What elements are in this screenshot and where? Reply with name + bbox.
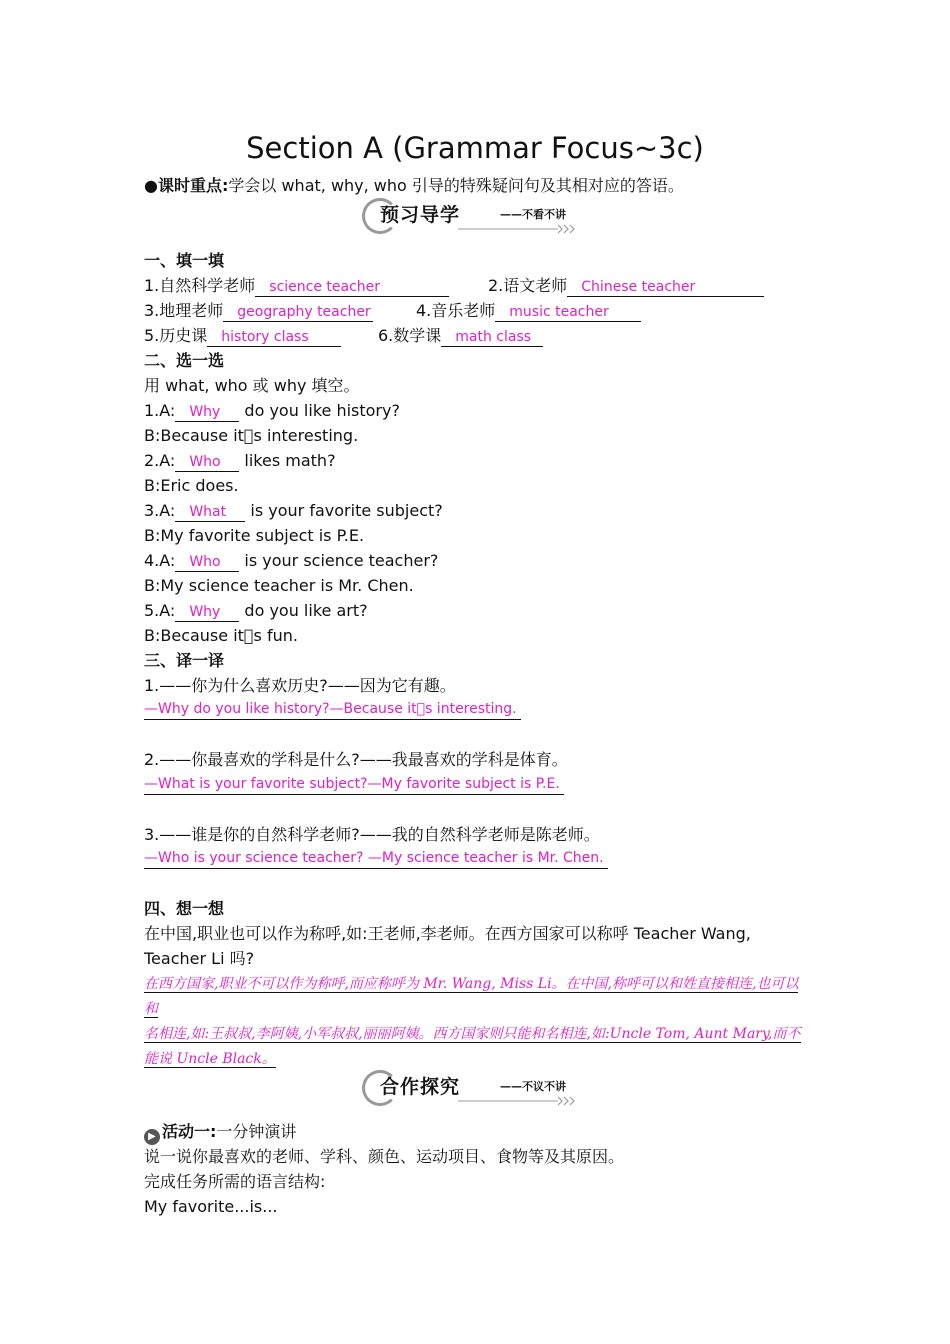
answer-blank: science teacher (255, 278, 449, 297)
banner-title: 合作探究 (380, 1076, 461, 1098)
fill-item-6: 6.数学课 math class (378, 325, 543, 347)
choose-reply-1: B:Because it s interesting. (144, 426, 359, 445)
banner-title: 预习导学 (380, 204, 461, 226)
focus-label: ●课时重点: (144, 176, 229, 195)
choose-question-5: 5.A: Why do you like art? (144, 601, 368, 620)
choose-question-2: 2.A: Who likes math? (144, 451, 336, 470)
part1-heading: 一、填一填 (144, 251, 225, 270)
part3-heading: 三、译一译 (144, 651, 225, 670)
answer-blank: What (175, 503, 245, 522)
think-answer (144, 972, 808, 1072)
fill-item-3: 3.地理老师 geography teacher (144, 300, 373, 322)
section-banner-cooperate (362, 1068, 592, 1108)
choose-reply-2: B:Eric does. (144, 476, 239, 495)
think-question-line1: 在中国,职业也可以作为称呼,如:王老师,李老师。在西方国家可以称呼 Teacher Wang, (144, 924, 751, 943)
answer-blank: Who (175, 453, 239, 472)
translate-prompt-1: 1.——你为什么喜欢历史?——因为它有趣。 (144, 676, 456, 695)
fill-item-4: 4.音乐老师 music teacher (416, 300, 641, 322)
translate-prompt-3: 3.——谁是你的自然科学老师?——我的自然科学老师是陈老师。 (144, 825, 600, 844)
play-arrow-icon: ▶ (144, 1129, 160, 1145)
answer-blank: Why (175, 603, 239, 622)
banner-arrows-icon (458, 1096, 578, 1106)
answer-blank: Who (175, 553, 239, 572)
lesson-focus (144, 175, 684, 197)
answer-blank: Why (175, 403, 239, 422)
translate-prompt-2: 2.——你最喜欢的学科是什么?——我最喜欢的学科是体育。 (144, 750, 568, 769)
banner-tag: ——不看不讲 (500, 208, 566, 221)
translate-answer-1: —Why do you like history?—Because it s interesting. (144, 699, 521, 720)
banner-tag: ——不议不讲 (500, 1080, 566, 1093)
activity1-heading: ▶ 活动一:一分钟演讲 (144, 1121, 296, 1145)
think-question-line2: Teacher Li 吗? (144, 949, 255, 968)
think-answer-line: 在西方国家,职业不可以作为称呼,而应称呼为 Mr. Wang, Miss Li。在中国,称呼可以和姓直接相连,也可以和 (144, 976, 799, 1017)
activity1-line2: 完成任务所需的语言结构: (144, 1172, 326, 1191)
think-answer-line: 名相连,如:王叔叔,李阿姨,小军叔叔,丽丽阿姨。西方国家则只能和名相连,如:Uncle Tom, Aunt Mary,而不 (144, 1026, 801, 1042)
fill-item-5: 5.历史课 history class (144, 325, 341, 347)
page-title: Section A (Grammar Focus~3c) (246, 131, 704, 165)
section-banner-preview (362, 196, 592, 236)
answer-blank: music teacher (495, 303, 641, 322)
translate-answer-3: —Who is your science teacher? —My science teacher is Mr. Chen. (144, 848, 608, 869)
answer-blank: history class (207, 328, 341, 347)
part2-heading: 二、选一选 (144, 351, 225, 370)
choose-reply-4: B:My science teacher is Mr. Chen. (144, 576, 414, 595)
choose-reply-5: B:Because it s fun. (144, 626, 298, 645)
part4-heading: 四、想一想 (144, 899, 225, 918)
activity1-line1: 说一说你最喜欢的老师、学科、颜色、运动项目、食物等及其原因。 (144, 1147, 625, 1166)
choose-question-3: 3.A: What is your favorite subject? (144, 501, 443, 520)
translate-answer-2: —What is your favorite subject?—My favorite subject is P.E. (144, 774, 564, 795)
focus-text: 学会以 what, why, who 引导的特殊疑问句及其相对应的答语。 (228, 176, 684, 195)
fill-item-2: 2.语文老师 Chinese teacher (488, 275, 764, 297)
choose-question-4: 4.A: Who is your science teacher? (144, 551, 439, 570)
activity1-line3: My favorite...is... (144, 1197, 278, 1216)
fill-item-1: 1.自然科学老师 science teacher (144, 275, 449, 297)
part2-instruction: 用 what, who 或 why 填空。 (144, 376, 360, 395)
banner-arrows-icon (458, 224, 578, 234)
answer-blank: Chinese teacher (567, 278, 764, 297)
choose-reply-3: B:My favorite subject is P.E. (144, 526, 365, 545)
answer-blank: math class (441, 328, 543, 347)
answer-blank: geography teacher (223, 303, 373, 322)
think-answer-line: 能说 Uncle Black。 (144, 1051, 276, 1067)
choose-question-1: 1.A: Why do you like history? (144, 401, 400, 420)
